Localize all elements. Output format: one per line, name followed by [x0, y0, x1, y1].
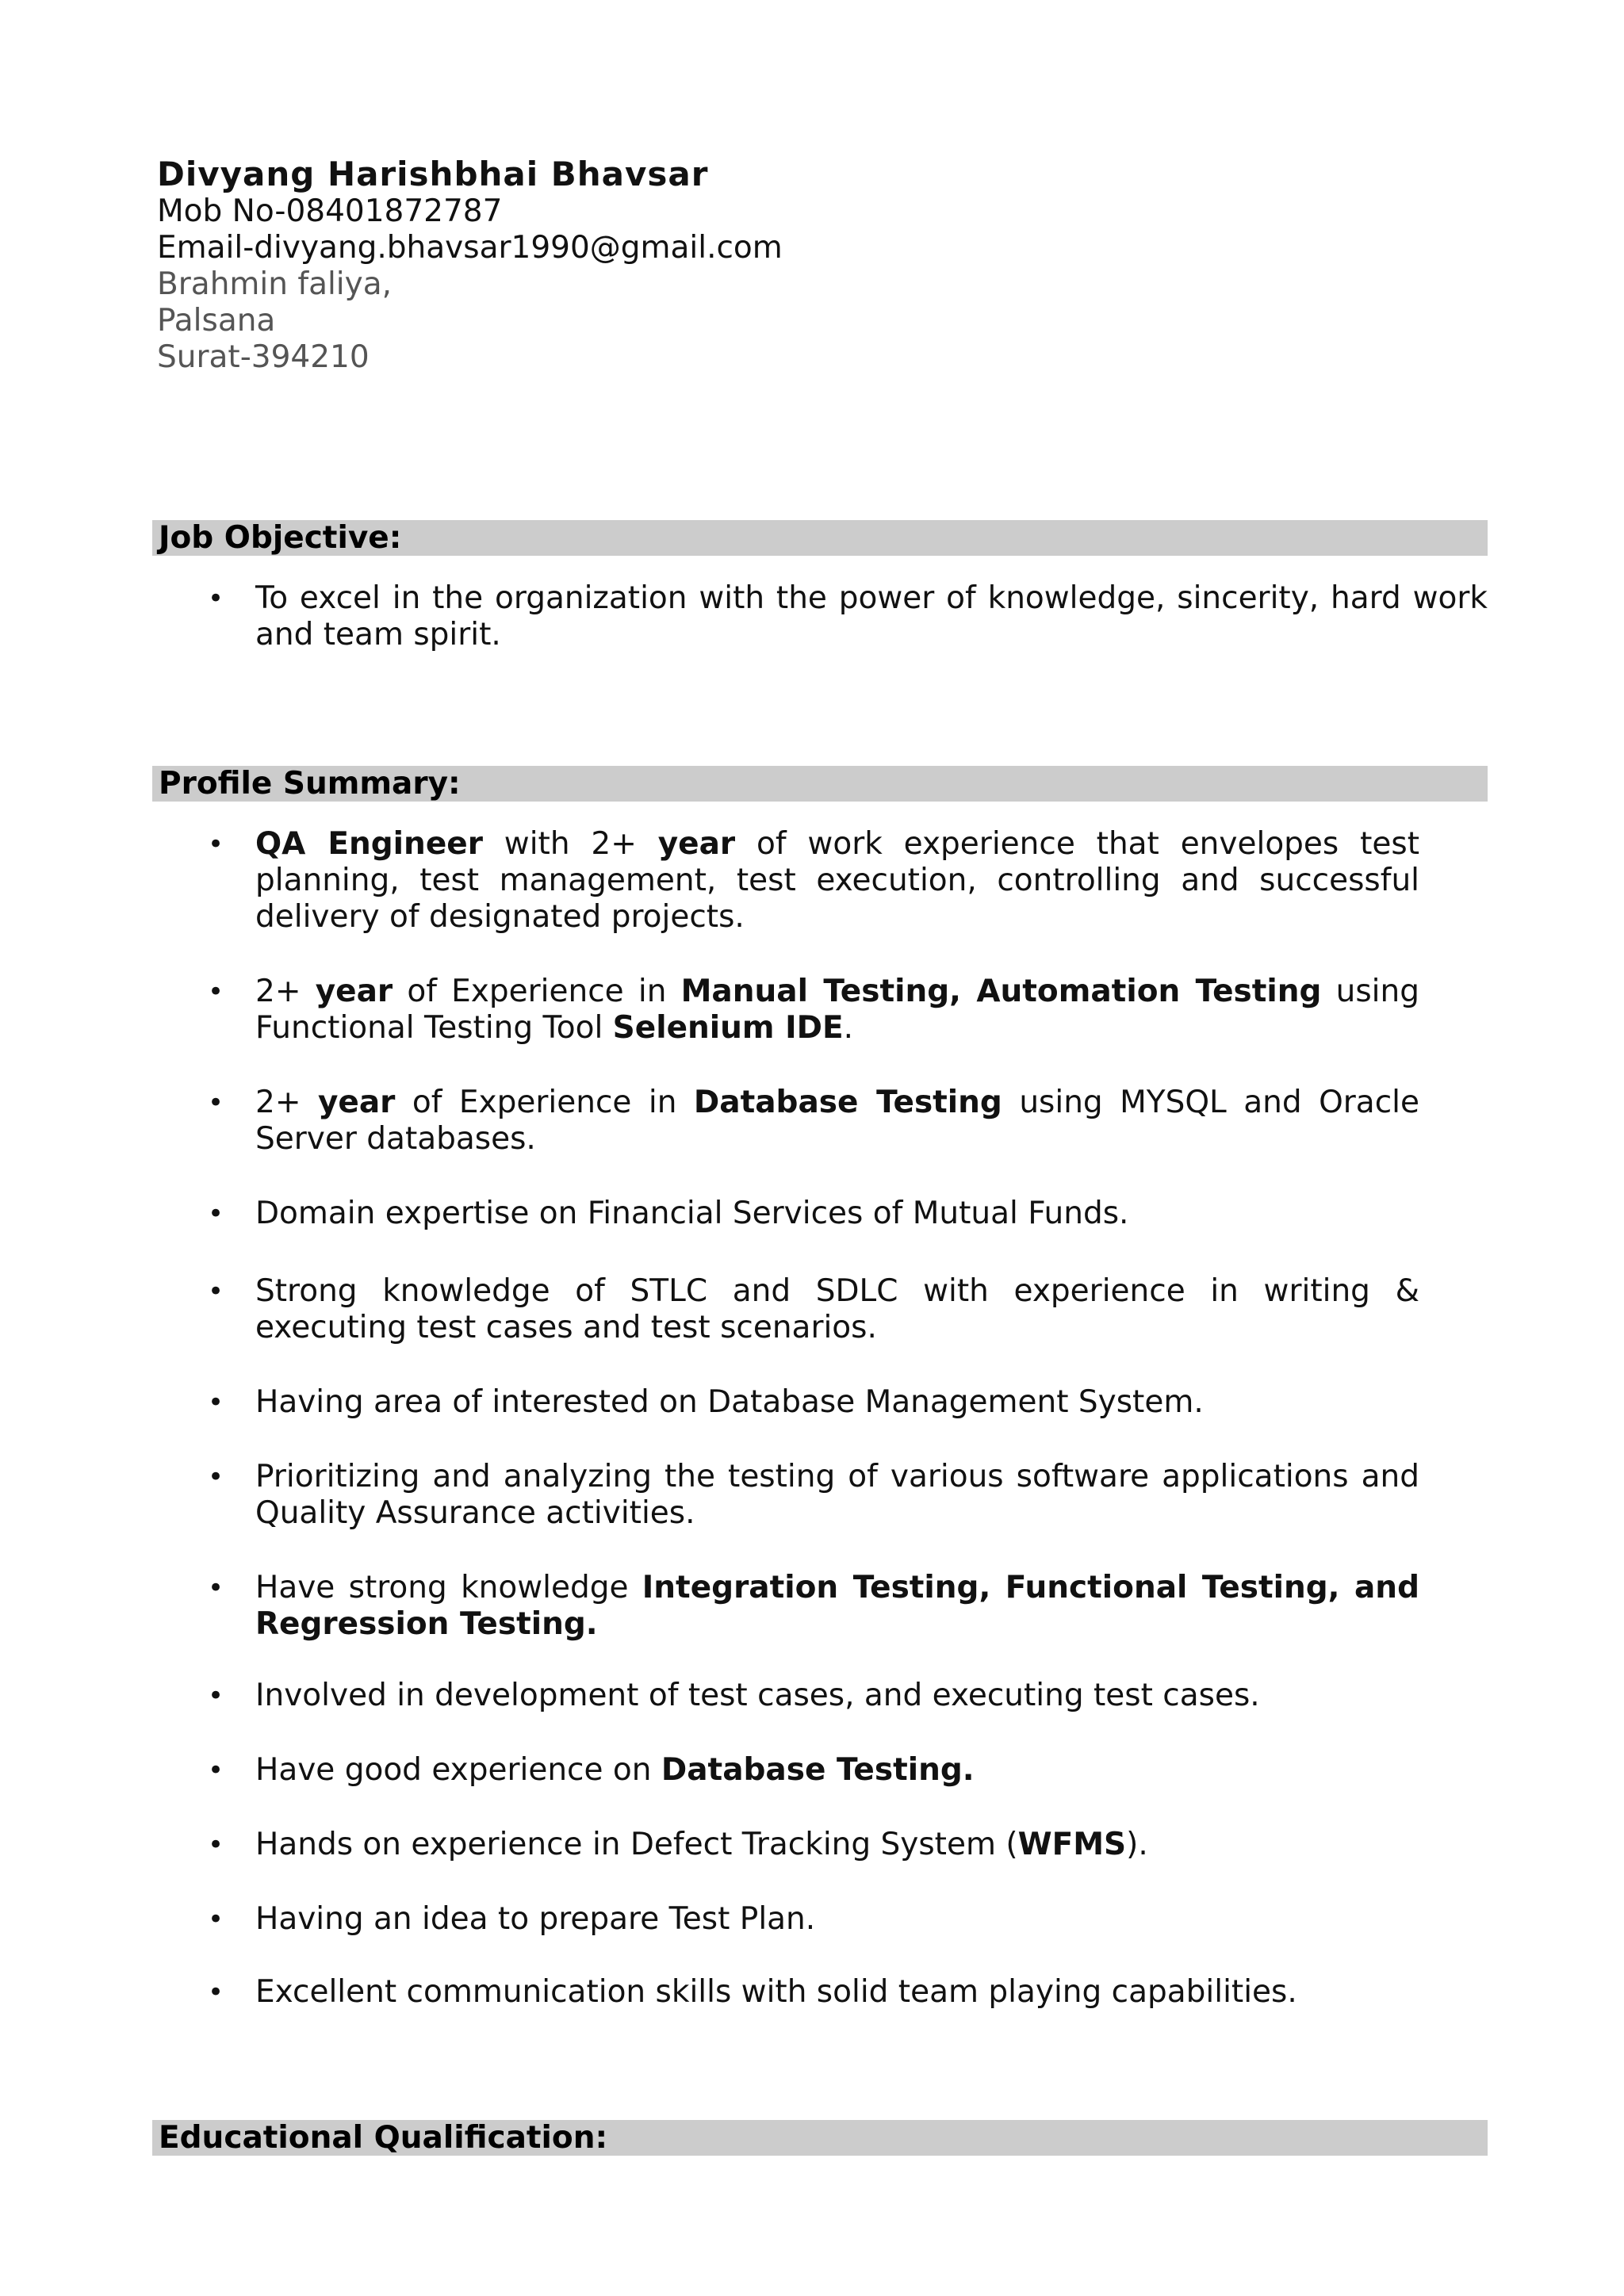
list-item-text [255, 1901, 1419, 1938]
list-item-text [255, 1678, 1419, 1714]
text-run: Have good experience on [255, 1752, 661, 1788]
section-title: Profile Summary: [159, 766, 461, 802]
text-run: with 2+ [482, 826, 658, 862]
bullet-icon: • [208, 976, 224, 1008]
bold-text: Integration Testing, Functional Testing, and Regression Testing. [255, 1570, 1419, 1642]
list-item [198, 580, 1488, 653]
text-run: ). [1126, 1827, 1148, 1862]
bullet-icon: • [208, 1387, 224, 1418]
list-item-text [255, 1459, 1419, 1532]
job-objective-list [198, 580, 1488, 653]
bullet-icon: • [208, 1276, 224, 1307]
list-item [198, 826, 1419, 936]
text-run: of Experience in [393, 974, 681, 1009]
list-item-text [255, 1752, 1419, 1789]
list-item-text [255, 1085, 1419, 1158]
bold-text: year [657, 826, 736, 862]
list-item [198, 1384, 1419, 1421]
profile-summary-list [198, 826, 1419, 2011]
bullet-icon: • [208, 1829, 224, 1861]
address-line-2: Palsana [157, 303, 276, 339]
address-line-1: Brahmin faliya, [157, 266, 393, 302]
list-item [198, 1273, 1419, 1346]
text-run: . [843, 1010, 854, 1046]
list-item-text [255, 1974, 1419, 2011]
text-run: 2+ [255, 1085, 318, 1120]
list-item-text [255, 974, 1419, 1047]
bold-text: Selenium IDE [612, 1010, 844, 1046]
list-item [198, 1678, 1419, 1714]
text-run: Prioritizing and analyzing the testing of various software applications and Quality Assurance activities. [255, 1459, 1419, 1531]
email-address: Email-divyang.bhavsar1990@gmail.com [157, 230, 783, 266]
bullet-icon: • [208, 828, 224, 860]
section-title: Job Objective: [159, 520, 402, 556]
bullet-icon: • [208, 1461, 224, 1493]
bullet-icon: • [208, 1904, 224, 1935]
list-item [198, 1196, 1419, 1232]
bold-text: WFMS [1017, 1827, 1127, 1862]
list-item-text [255, 580, 1488, 653]
contact-header [157, 155, 783, 376]
text-run: 2+ [255, 974, 316, 1009]
bold-text: Manual Testing, Automation Testing [680, 974, 1322, 1009]
list-item [198, 1901, 1419, 1938]
list-item [198, 974, 1419, 1047]
bold-text: Database Testing [693, 1085, 1002, 1120]
text-run: Having area of interested on Database Management System. [255, 1384, 1204, 1420]
list-item [198, 1085, 1419, 1158]
text-run: Have strong knowledge [255, 1570, 642, 1605]
text-run: Strong knowledge of STLC and SDLC with experience in writing & executing test cases and test scenarios. [255, 1273, 1419, 1345]
text-run: Domain expertise on Financial Services of Mutual Funds. [255, 1196, 1129, 1231]
text-run: Excellent communication skills with solid team playing capabilities. [255, 1974, 1297, 2010]
text-run: of work experience that envelopes test planning, test management, test execution, controlling and successful delivery of designated projects. [255, 826, 1419, 935]
bullet-icon: • [208, 1755, 224, 1786]
bullet-icon: • [208, 1087, 224, 1119]
profile-summary-heading [152, 766, 1488, 802]
text-run: using Functional Testing Tool [255, 974, 1419, 1046]
list-item-text [255, 1273, 1419, 1346]
text-run: Having an idea to prepare Test Plan. [255, 1901, 816, 1937]
bold-text: year [315, 974, 393, 1009]
address-line-3: Surat-394210 [157, 339, 370, 375]
section-title: Educational Qualification: [159, 2120, 608, 2156]
text-run: Hands on experience in Defect Tracking System ( [255, 1827, 1018, 1862]
list-item-text [255, 1384, 1419, 1421]
list-item [198, 1974, 1419, 2011]
list-item [198, 1827, 1419, 1863]
bullet-icon: • [208, 1572, 224, 1604]
text-run: Involved in development of test cases, and executing test cases. [255, 1678, 1260, 1713]
list-item-text [255, 1196, 1419, 1232]
text-run: using MYSQL and Oracle Server databases. [255, 1085, 1419, 1157]
bullet-icon: • [208, 1680, 224, 1712]
job-objective-heading [152, 520, 1488, 556]
list-item-text [255, 826, 1419, 936]
bullet-icon: • [208, 1976, 224, 2008]
text-run: To excel in the organization with the power of knowledge, sincerity, hard work and team spirit. [255, 580, 1488, 652]
list-item [198, 1752, 1419, 1789]
educational-qualification-heading [152, 2120, 1488, 2156]
list-item [198, 1570, 1419, 1643]
list-item-text [255, 1827, 1419, 1863]
text-run: of Experience in [395, 1085, 694, 1120]
candidate-name: Divyang Harishbhai Bhavsar [157, 155, 709, 193]
bold-text: year [317, 1085, 396, 1120]
bullet-icon: • [208, 583, 224, 614]
bold-text: Database Testing. [661, 1752, 975, 1788]
bold-text: QA Engineer [255, 826, 483, 862]
bullet-icon: • [208, 1198, 224, 1230]
list-item-text [255, 1570, 1419, 1643]
list-item [198, 1459, 1419, 1532]
mobile-number: Mob No-08401872787 [157, 193, 503, 229]
